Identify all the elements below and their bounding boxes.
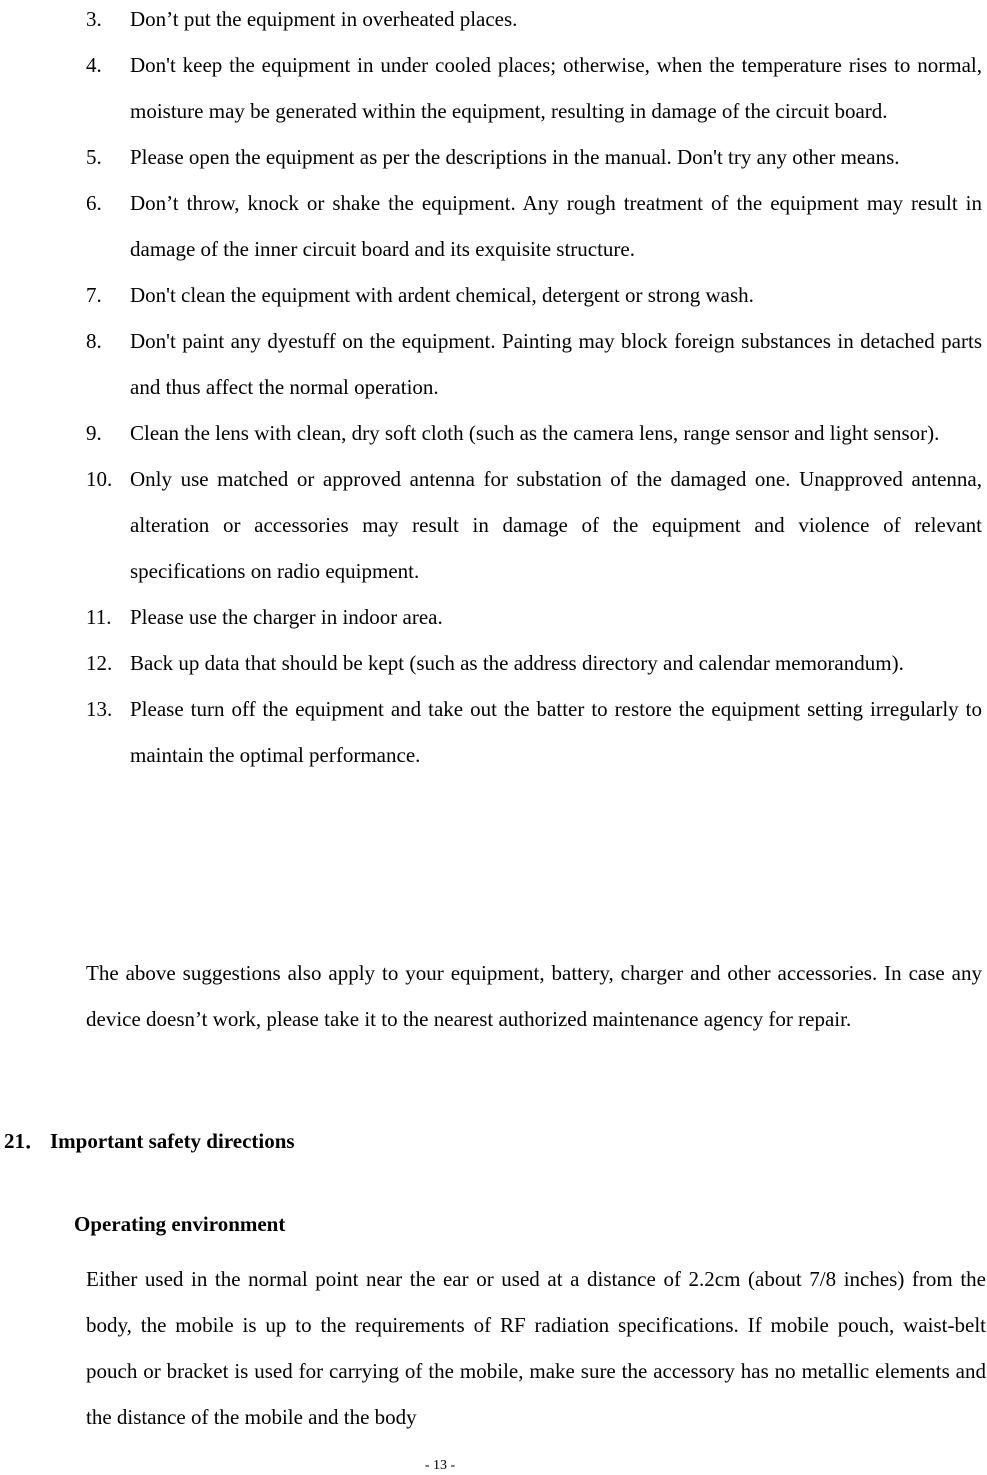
list-item [86,134,982,180]
list-item-number: 3. [86,7,102,31]
list-item-text: Please turn off the equipment and take out the batter to restore the equipment setting irregularly to maintain the optimal performance. [130,697,982,767]
list-item [86,272,982,318]
list-item-number: 11. [86,605,112,629]
list-item [86,410,982,456]
list-item-number: 10. [86,467,113,491]
list-item-text: Back up data that should be kept (such as the address directory and calendar memorandum). [130,651,904,675]
list-item [86,180,982,272]
list-item-text: Don't clean the equipment with ardent chemical, detergent or strong wash. [130,283,754,307]
environment-paragraph: Either used in the normal point near the ear or used at a distance of 2.2cm (about 7/8 inches) from the body, the mobile is up to the requirements of RF radiation specifications. If mobile pouch, waist-belt pouch or bracket is used for carrying of the mobile, make sure the accessory has no metallic elements and the distance of the mobile and the body [86,1267,986,1429]
list-item-number: 5. [86,145,102,169]
section-title: Important safety directions [50,1129,295,1153]
list-item [86,640,982,686]
subsection-heading: Operating environment [74,1212,286,1236]
summary-paragraph: The above suggestions also apply to your equipment, battery, charger and other accessories. In case any device doesn’t work, please take it to the nearest authorized maintenance agency for repair. [86,961,982,1031]
section-heading [4,1124,295,1158]
list-item-text: Only use matched or approved antenna for substation of the damaged one. Unapproved antenna, alteration or accessories may result in damage of the equipment and violence of relevant specifications on radio equipment. [130,467,982,583]
list-item-number: 9. [86,421,102,445]
list-item [86,686,982,778]
list-item-text: Don’t throw, knock or shake the equipment. Any rough treatment of the equipment may result in damage of the inner circuit board and its exquisite structure. [130,191,982,261]
list-item [86,0,982,42]
list-item-text: Don’t put the equipment in overheated places. [130,7,518,31]
list-item [86,42,982,134]
list-item-number: 6. [86,191,102,215]
list-item-number: 4. [86,53,102,77]
section-number: 21． [4,1129,46,1153]
list-item [86,456,982,594]
list-item-number: 12. [86,651,113,675]
list-item-text: Please open the equipment as per the descriptions in the manual. Don't try any other means. [130,145,900,169]
list-item [86,318,982,410]
list-item-number: 8. [86,329,102,353]
list-item-text: Please use the charger in indoor area. [130,605,443,629]
page-number: - 13 - [424,1458,456,1473]
list-item [86,594,982,640]
list-item-number: 7. [86,283,102,307]
list-item-text: Don't keep the equipment in under cooled places; otherwise, when the temperature rises to normal, moisture may be generated within the equipment, resulting in damage of the circuit board. [130,53,982,123]
list-item-text: Don't paint any dyestuff on the equipment. Painting may block foreign substances in detached parts and thus affect the normal operation. [130,329,982,399]
care-instructions-list [86,0,982,778]
list-item-text: Clean the lens with clean, dry soft cloth (such as the camera lens, range sensor and light sensor). [130,421,940,445]
list-item-number: 13. [86,697,113,721]
